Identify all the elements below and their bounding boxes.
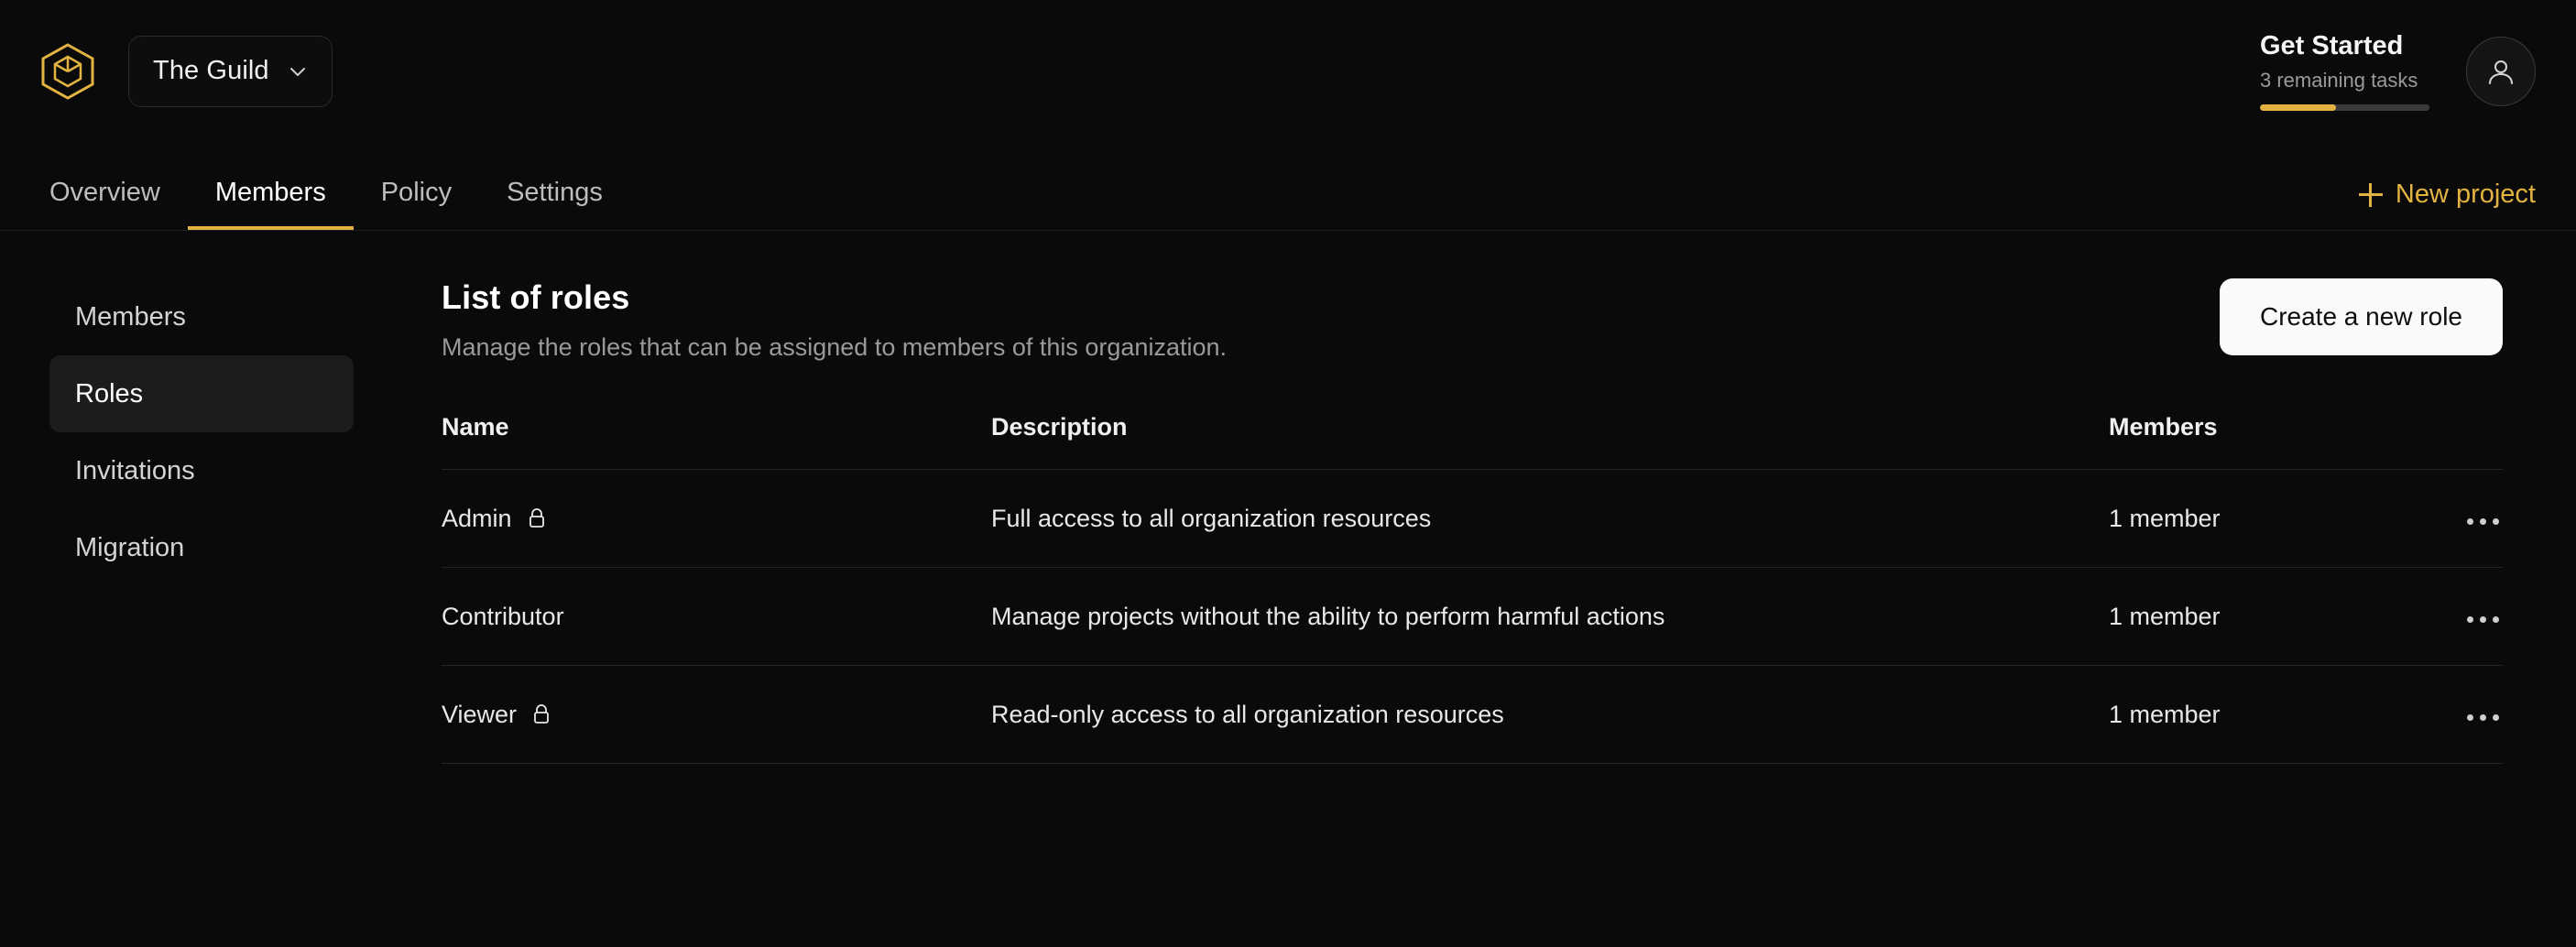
new-project-button[interactable] xyxy=(2359,180,2536,230)
role-name: Admin xyxy=(442,504,512,532)
tab-overview[interactable]: Overview xyxy=(49,178,160,207)
role-member-count: 1 member xyxy=(2109,470,2393,568)
role-description: Read-only access to all organization resources xyxy=(991,666,2109,764)
column-header-description: Description xyxy=(991,413,2109,470)
page-body xyxy=(0,231,2576,947)
role-actions-cell xyxy=(2393,470,2503,568)
role-name-cell xyxy=(442,568,991,666)
column-header-name: Name xyxy=(442,413,991,470)
row-more-options-icon[interactable] xyxy=(2463,509,2503,534)
role-name-wrap xyxy=(442,603,991,631)
role-actions-cell xyxy=(2393,568,2503,666)
lock-icon xyxy=(527,507,547,529)
column-header-members: Members xyxy=(2109,413,2393,470)
role-member-count: 1 member xyxy=(2109,666,2393,764)
tab-settings[interactable]: Settings xyxy=(507,178,603,207)
org-name: The Guild xyxy=(153,56,269,85)
get-started-progress-bar xyxy=(2260,104,2429,111)
roles-table-head xyxy=(442,413,2503,470)
role-description: Manage projects without the ability to perform harmful actions xyxy=(991,568,2109,666)
page-title: List of roles xyxy=(442,278,630,316)
main-header xyxy=(442,278,2503,362)
sidebar-item-roles[interactable]: Roles xyxy=(49,355,354,432)
column-header-actions xyxy=(2393,413,2503,470)
chevron-down-icon xyxy=(288,61,308,82)
get-started-title: Get Started xyxy=(2260,31,2404,61)
topbar xyxy=(0,0,2576,142)
role-actions-cell xyxy=(2393,666,2503,764)
tab-policy[interactable]: Policy xyxy=(380,178,453,207)
sidebar-item-invitations[interactable]: Invitations xyxy=(75,455,195,485)
role-name-cell xyxy=(442,666,991,764)
tab-members[interactable]: Members xyxy=(188,180,354,230)
sidebar xyxy=(0,231,403,947)
role-member-count: 1 member xyxy=(2109,568,2393,666)
row-more-options-icon[interactable] xyxy=(2463,607,2503,632)
sidebar-item-migration[interactable]: Migration xyxy=(75,532,185,562)
role-name: Viewer xyxy=(442,700,518,728)
roles-table xyxy=(442,413,2503,764)
get-started-widget[interactable] xyxy=(2260,31,2429,110)
role-name-cell xyxy=(442,470,991,568)
get-started-subtitle: 3 remaining tasks xyxy=(2260,68,2418,92)
plus-icon xyxy=(2359,183,2383,207)
nav-tabs xyxy=(37,142,630,230)
main-content xyxy=(403,231,2576,947)
get-started-progress-fill xyxy=(2260,104,2336,111)
table-row xyxy=(442,470,2503,568)
role-description: Full access to all organization resources xyxy=(991,470,2109,568)
sidebar-item-members[interactable]: Members xyxy=(75,301,186,332)
org-switcher[interactable] xyxy=(128,36,333,107)
role-name: Contributor xyxy=(442,602,564,630)
table-row xyxy=(442,568,2503,666)
table-header-row xyxy=(442,413,2503,470)
avatar[interactable] xyxy=(2466,37,2536,106)
main-header-text xyxy=(442,278,1227,362)
page-subtitle: Manage the roles that can be assigned to members of this organization. xyxy=(442,333,1227,361)
role-name-wrap xyxy=(442,505,991,533)
main-nav xyxy=(0,142,2576,231)
hexagon-cube-logo-icon[interactable] xyxy=(37,40,99,103)
create-role-button[interactable]: Create a new role xyxy=(2220,278,2503,355)
role-name-wrap xyxy=(442,701,991,729)
roles-table-body xyxy=(442,470,2503,764)
lock-icon xyxy=(531,703,551,725)
row-more-options-icon[interactable] xyxy=(2463,705,2503,730)
new-project-label: New project xyxy=(2395,180,2536,209)
table-row xyxy=(442,666,2503,764)
